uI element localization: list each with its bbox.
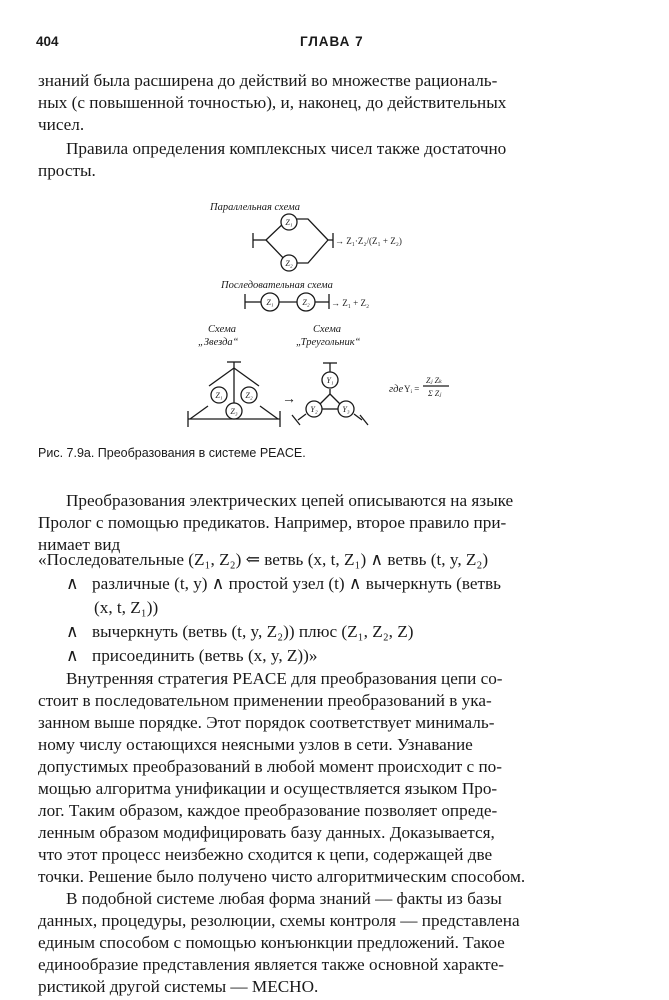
rule-text: различные (t, y) ∧ простой узел (t) ∧ вычеркнуть (ветвь — [92, 574, 501, 593]
triangle-label-y3: Y₃ — [342, 405, 350, 414]
transform-arrow: → — [282, 392, 296, 407]
text-line: Внутренняя стратегия PEACE для преобразования цепи со- — [66, 669, 503, 688]
text-line: данных, процедуры, резолюции, схемы контроля — представлена — [38, 911, 520, 930]
rule-line — [38, 572, 628, 596]
chapter-title: ГЛАВА 7 — [300, 34, 364, 49]
and-symbol: ∧ — [66, 574, 79, 593]
circuit-transformations-figure — [170, 196, 470, 441]
text-line: стоит в последовательном применении преобразований в ука- — [38, 691, 492, 710]
text-line: нимает вид — [38, 535, 121, 554]
rule-text: присоединить (ветвь (x, y, Z))» — [92, 646, 318, 665]
star-title-line2: „Звезда“ — [198, 337, 239, 348]
text-line: просты. — [38, 161, 96, 180]
page-number: 404 — [36, 34, 59, 49]
text-line: Правила определения комплексных чисел также достаточно — [66, 139, 507, 158]
triangle-title-line1: Схема — [313, 324, 342, 335]
text-line: чисел. — [38, 115, 85, 134]
paragraph-prolog — [38, 490, 626, 556]
triangle-label-y1: Y₁ — [326, 376, 334, 385]
lower-branch — [266, 240, 328, 263]
text-line: ленным образом модифицировать базу данных. Доказывается, — [38, 823, 495, 842]
serial-title: Последовательная схема — [221, 280, 333, 291]
node-label-z2: Z₂ — [285, 259, 293, 268]
where-numerator: Zⱼ Zₖ — [426, 376, 442, 385]
where-label: где — [389, 384, 404, 395]
figure-caption: Рис. 7.9а. Преобразования в системе PEACE. — [38, 446, 306, 460]
prolog-rule — [38, 548, 628, 668]
star-label-z1: Z₁ — [215, 391, 223, 400]
text-line: точки. Решение было получено чисто алгоритмическим способом. — [38, 867, 526, 886]
rule-line — [38, 644, 628, 668]
text-line: мощью алгоритма унификации и осуществляется языком Про- — [38, 779, 498, 798]
star-label-z3: Z₃ — [230, 407, 238, 416]
serial-label-z2: Z₂ — [302, 298, 310, 307]
rule-line: (x, t, Z₁)) — [94, 598, 159, 617]
text-line: единым способом с помощью конъюнкции предложений. Такое — [38, 933, 505, 952]
text-line: занном выше порядке. Этот порядок соответствует минималь- — [38, 713, 495, 732]
text-line: что этот процесс неизбежно сходится к цепи, содержащей две — [38, 845, 493, 864]
text-line: единообразие представления является также основной характе- — [38, 955, 505, 974]
rule-line — [38, 620, 628, 644]
text-line: В подобной системе любая форма знаний — факты из базы — [66, 889, 502, 908]
where-denominator: Σ Zⱼ — [428, 389, 442, 398]
star-title-line1: Схема — [208, 324, 237, 335]
serial-result: → Z₁ + Z₂ — [331, 298, 370, 308]
text-line: ристикой другой системы — MECHO. — [38, 977, 319, 996]
parallel-title: Параллельная схема — [210, 202, 301, 213]
text-line: допустимых преобразований в любой момент происходит с по- — [38, 757, 502, 776]
paragraph-strategy — [38, 668, 626, 888]
paragraph-continued — [38, 70, 626, 136]
triangle-label-y2: Y₂ — [310, 405, 318, 414]
parallel-result: → Z₁·Z₂/(Z₁ + Z₂) — [335, 236, 402, 246]
page-header — [36, 34, 626, 54]
triangle-title-line2: „Треугольник“ — [296, 337, 361, 348]
star-label-z2: Z₂ — [245, 391, 253, 400]
text-line: Пролог с помощью предикатов. Например, второе правило при- — [38, 513, 507, 532]
node-label-z1: Z₁ — [285, 218, 293, 227]
and-symbol: ∧ — [66, 646, 79, 665]
text-line: ных (с повышенной точностью), и, наконец, до действительных — [38, 93, 507, 112]
rule-text: вычеркнуть (ветвь (t, y, Z₂)) плюс (Z₁, Z₂, Z) — [92, 622, 414, 641]
where-y: Yᵢ = — [404, 384, 420, 394]
text-line: знаний была расширена до действий во множестве рациональ- — [38, 71, 498, 90]
paragraph-mecho — [38, 888, 626, 998]
and-symbol: ∧ — [66, 622, 79, 641]
text-line: лог. Таким образом, каждое преобразование позволяет опреде- — [38, 801, 498, 820]
rule-line: «Последовательные (Z₁, Z₂) ⇐ ветвь (x, t, Z₁) ∧ ветвь (t, y, Z₂) — [38, 550, 489, 569]
text-line: ному числу остающихся неясными узлов в сети. Узнавание — [38, 735, 473, 754]
serial-label-z1: Z₁ — [266, 298, 274, 307]
paragraph-complex-numbers — [38, 138, 626, 182]
text-line: Преобразования электрических цепей описываются на языке — [66, 491, 514, 510]
